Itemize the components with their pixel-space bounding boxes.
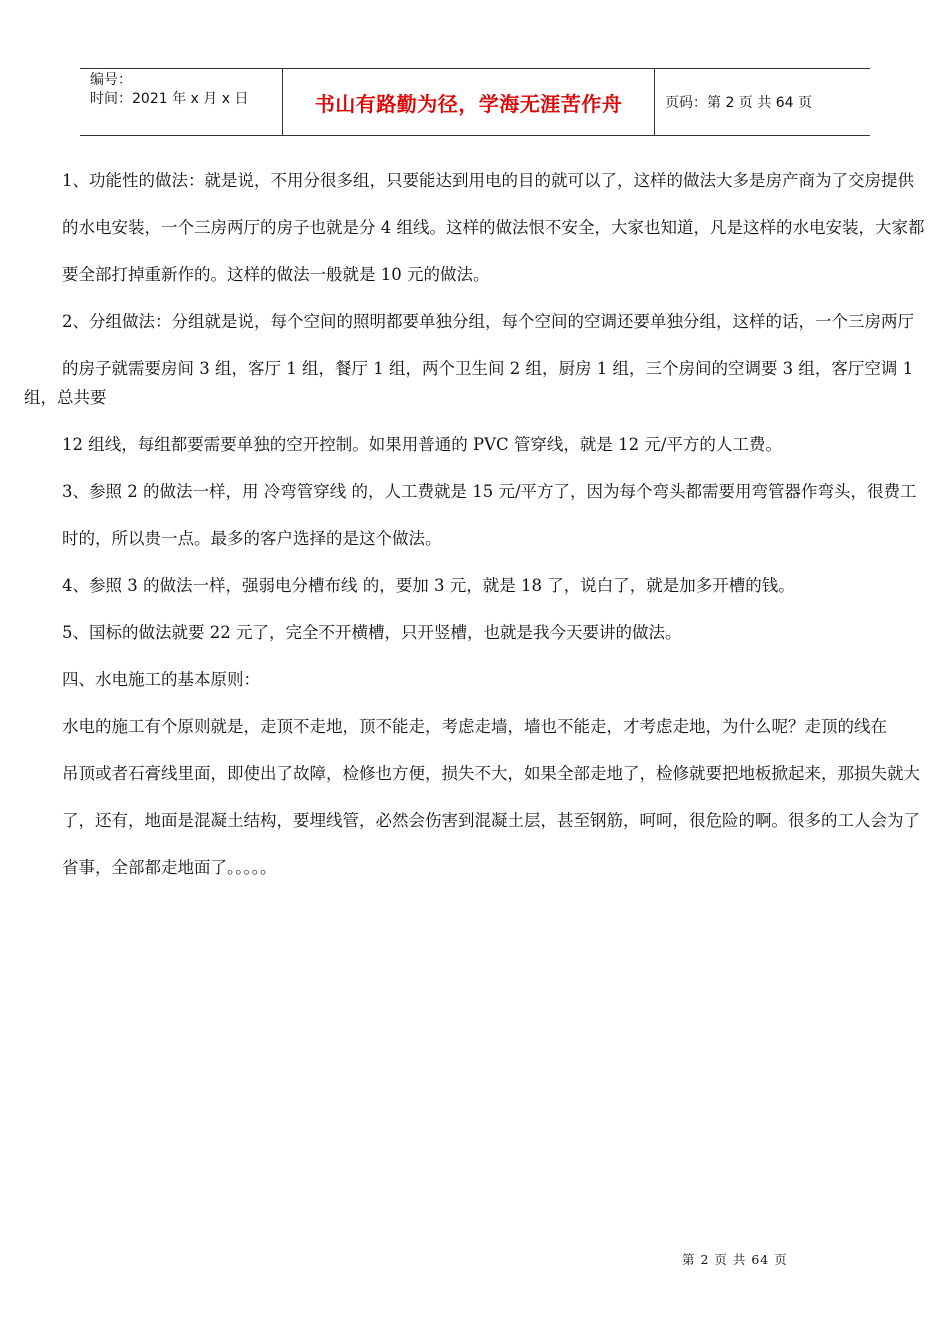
paragraph-12: 水电的施工有个原则就是，走顶不走地，顶不能走，考虑走墙，墙也不能走，才考虑走地，为什么呢？走顶的线在 <box>62 717 887 736</box>
time-label: 时间：2021 年 x 月 x 日 <box>90 91 249 107</box>
motto-text: 书山有路勤为径，学海无涯苦作舟 <box>314 91 623 116</box>
page-header <box>80 68 870 136</box>
paragraph-6: 12 组线，每组都要需要单独的空开控制。如果用普通的 PVC 管穿线，就是 12 元/平方的人工费。 <box>62 435 782 454</box>
section-heading: 四、水电施工的基本原则： <box>62 670 260 689</box>
header-page-cell <box>655 69 870 135</box>
paragraph-10: 5、国标的做法就要 22 元了，完全不开横槽，只开竖槽，也就是我今天要讲的做法。 <box>62 623 682 642</box>
paragraph-13: 吊顶或者石膏线里面，即使出了故障，检修也方便，损失不大，如果全部走地了，检修就要把地板掀起来，那损失就大 <box>62 764 920 783</box>
paragraph-8: 时的，所以贵一点。最多的客户选择的是这个做法。 <box>62 529 442 548</box>
paragraph-4: 2、分组做法：分组就是说，每个空间的照明都要单独分组，每个空间的空调还要单独分组，这样的话，一个三房两厅 <box>62 312 914 331</box>
paragraph-3: 要全部打掉重新作的。这样的做法一般就是 10 元的做法。 <box>62 265 490 284</box>
paragraph-1: 1、功能性的做法：就是说，不用分很多组，只要能达到用电的目的就可以了，这样的做法大多是房产商为了交房提供 <box>62 171 914 190</box>
code-label: 编号： <box>90 72 132 88</box>
paragraph-14: 了，还有，地面是混凝土结构，要埋线管，必然会伤害到混凝土层，甚至钢筋，呵呵，很危险的啊。很多的工人会为了 <box>62 811 920 830</box>
document-body <box>24 166 932 900</box>
paragraph-7: 3、参照 2 的做法一样，用 冷弯管穿线 的，人工费就是 15 元/平方了，因为每个弯头都需要用弯管器作弯头，很费工 <box>62 482 917 501</box>
header-left-cell <box>80 69 282 135</box>
paragraph-9: 4、参照 3 的做法一样，强弱电分槽布线 的，要加 3 元，就是 18 了，说白了，就是加多开槽的钱。 <box>62 576 795 595</box>
header-motto-cell <box>282 69 655 135</box>
paragraph-2: 的水电安装，一个三房两厅的房子也就是分 4 组线。这样的做法恨不安全，大家也知道，凡是这样的水电安装，大家都 <box>62 218 925 237</box>
page-footer: 第 2 页 共 64 页 <box>682 1252 788 1267</box>
paragraph-15: 省事，全部都走地面了。。。。。 <box>62 858 277 877</box>
paragraph-5: 的房子就需要房间 3 组，客厅 1 组，餐厅 1 组，两个卫生间 2 组，厨房 1 组，三个房间的空调要 3 组，客厅空调 1 组，总共要 <box>24 359 914 407</box>
page-info: 页码：第 2 页 共 64 页 <box>665 95 812 111</box>
